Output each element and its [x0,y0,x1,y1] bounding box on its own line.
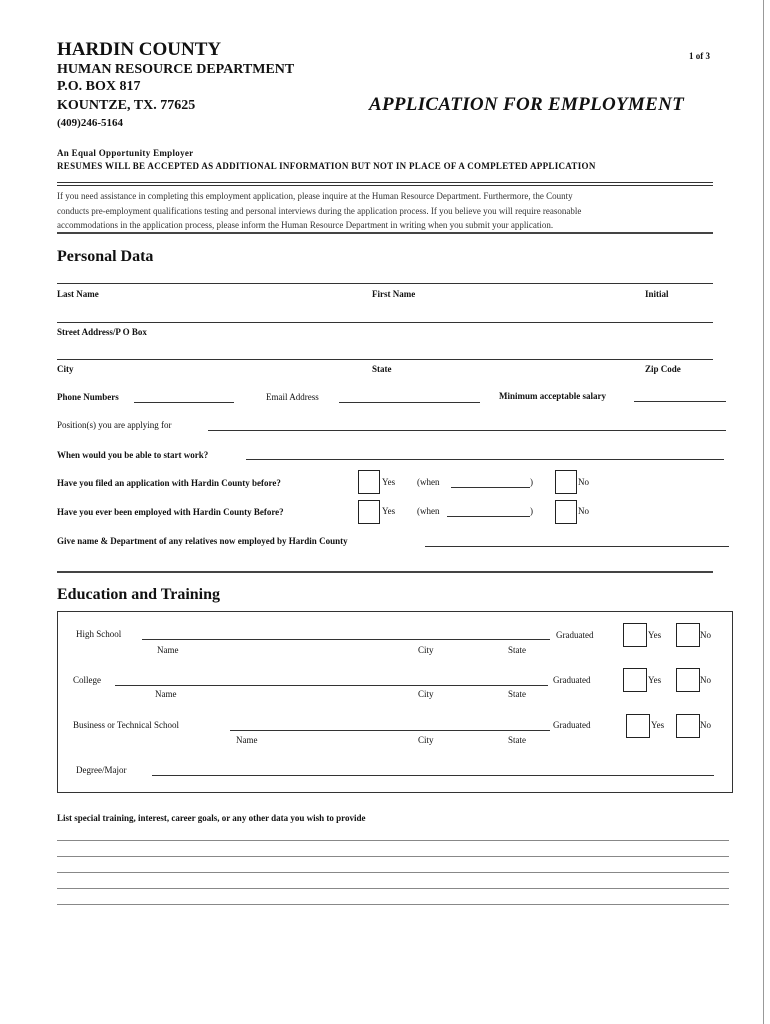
sub-label-state: State [508,735,526,745]
label-last-name: Last Name [57,289,99,299]
label-email: Email Address [266,392,319,402]
label-state: State [372,364,392,374]
page-edge [763,0,764,1024]
label-no: No [700,630,711,640]
start-work-field[interactable] [246,459,724,460]
filed-when-field[interactable] [451,487,530,488]
label-yes: Yes [382,506,396,516]
sub-label-name: Name [155,689,177,699]
label-no: No [578,477,589,487]
positions-field[interactable] [208,430,726,431]
rule [57,185,713,186]
close-paren: ) [530,477,533,487]
special-training-line[interactable] [57,856,729,857]
college-graduated-no-checkbox[interactable] [676,668,700,692]
label-yes: Yes [648,675,662,685]
high-school-field[interactable] [142,639,550,640]
employed-no-checkbox[interactable] [555,500,577,524]
sub-label-city: City [418,645,434,655]
special-training-line[interactable] [57,904,729,905]
label-yes: Yes [382,477,396,487]
sub-label-name: Name [157,645,179,655]
sub-label-city: City [418,689,434,699]
college-graduated-yes-checkbox[interactable] [623,668,647,692]
special-training-line[interactable] [57,840,729,841]
notice-line: If you need assistance in completing this employment application, please inquire at the Human Resource Department. Furthermore, the County [57,191,573,201]
label-positions: Position(s) you are applying for [57,420,172,430]
special-training-line[interactable] [57,888,729,889]
label-high-school: High School [76,629,122,639]
last-name-field[interactable] [57,283,713,284]
phone-field[interactable] [134,402,234,403]
hs-graduated-no-checkbox[interactable] [676,623,700,647]
dept-name: HUMAN RESOURCE DEPARTMENT [57,62,295,77]
org-name: HARDIN COUNTY [57,39,222,60]
sub-label-city: City [418,735,434,745]
business-graduated-no-checkbox[interactable] [676,714,700,738]
section-heading-personal: Personal Data [57,248,154,265]
label-special-training: List special training, interest, career goals, or any other data you wish to provide [57,813,366,823]
rule [57,182,713,183]
city-state-zip: KOUNTZE, TX. 77625 [57,98,196,113]
label-first-name: First Name [372,289,416,299]
label-relatives: Give name & Department of any relatives now employed by Hardin County [57,536,348,546]
label-initial: Initial [645,289,669,299]
label-no: No [700,720,711,730]
business-graduated-yes-checkbox[interactable] [626,714,650,738]
label-when: (when [417,506,440,516]
city-state-zip-field[interactable] [57,359,713,360]
label-college: College [73,675,101,685]
college-field[interactable] [115,685,548,686]
hs-graduated-yes-checkbox[interactable] [623,623,647,647]
filed-no-checkbox[interactable] [555,470,577,494]
label-phone: Phone Numbers [57,392,119,402]
label-start-work: When would you be able to start work? [57,450,209,460]
degree-field[interactable] [152,775,714,776]
employed-when-field[interactable] [447,516,530,517]
sub-label-name: Name [236,735,258,745]
label-employed-before: Have you ever been employed with Hardin County Before? [57,507,284,517]
special-training-line[interactable] [57,872,729,873]
employed-yes-checkbox[interactable] [358,500,380,524]
salary-field[interactable] [634,401,726,402]
po-box: P.O. BOX 817 [57,79,141,94]
label-business-school: Business or Technical School [73,720,179,730]
label-degree: Degree/Major [76,765,127,775]
close-paren: ) [530,506,533,516]
business-school-field[interactable] [230,730,550,731]
resumes-statement: RESUMES WILL BE ACCEPTED AS ADDITIONAL INFORMATION BUT NOT IN PLACE OF A COMPLETED APPLICATION [57,161,596,171]
label-yes: Yes [651,720,665,730]
label-no: No [700,675,711,685]
sub-label-state: State [508,645,526,655]
phone-number: (409)246-5164 [57,117,123,129]
sub-label-state: State [508,689,526,699]
rule [57,571,713,573]
label-graduated: Graduated [553,675,591,685]
relatives-field[interactable] [425,546,729,547]
label-street: Street Address/P O Box [57,327,147,337]
notice-line: conducts pre-employment qualifications testing and personal interviews during the application process. If you believe you will require reasonable [57,206,582,216]
label-graduated: Graduated [553,720,591,730]
page-number: 1 of 3 [689,51,710,61]
label-yes: Yes [648,630,662,640]
section-heading-education: Education and Training [57,586,221,603]
rule [57,232,713,234]
label-when: (when [417,477,440,487]
eeo-statement: An Equal Opportunity Employer [57,148,194,158]
email-field[interactable] [339,402,480,403]
label-salary: Minimum acceptable salary [499,391,606,401]
label-no: No [578,506,589,516]
notice-line: accommodations in the application process, please inform the Human Resource Department in writing when you submit your application. [57,220,554,230]
filed-yes-checkbox[interactable] [358,470,380,494]
label-filed-before: Have you filed an application with Hardin County before? [57,478,281,488]
street-field[interactable] [57,322,713,323]
label-graduated: Graduated [556,630,594,640]
form-title: APPLICATION FOR EMPLOYMENT [369,94,684,115]
label-zip: Zip Code [645,364,681,374]
label-city: City [57,364,74,374]
